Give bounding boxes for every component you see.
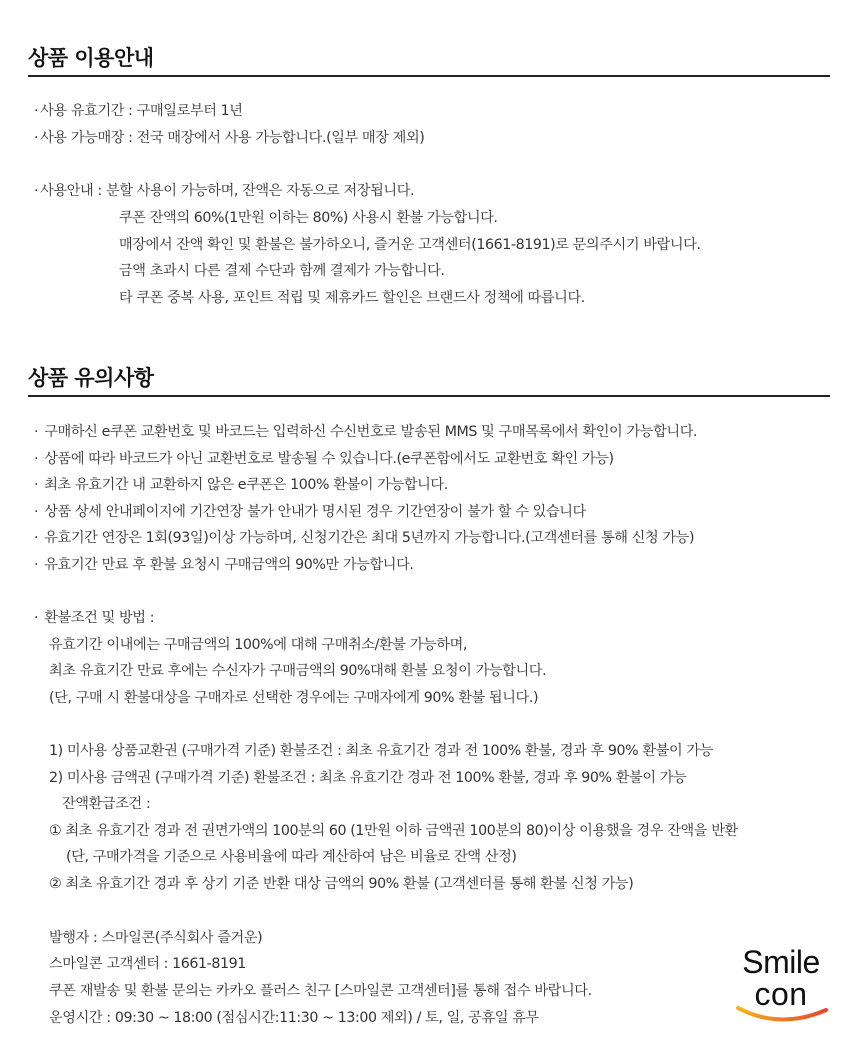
bullet-icon: · [34,610,39,626]
usage-section-title: 상품 이용안내 [28,46,154,70]
refund-condition: 1) 미사용 상품교환권 (구매가격 기준) 환불조건 : 최초 유효기간 경과 전 100% 환불, 경과 후 90% 환불이 가능 [49,743,713,759]
notice-item: · 유효기간 연장은 1회(93일)이상 가능하며, 신청기간은 최대 5년까지 가능합니다.(고객센터를 통해 신청 가능) [34,530,695,546]
usage-guide-line: 쿠폰 잔액의 60%(1만원 이하는 80%) 사용시 환불 가능합니다. [119,210,498,226]
refund-line: 최초 유효기간 만료 후에는 수신자가 구매금액의 90%대해 환불 요청이 가능합니다. [49,663,547,679]
logo-text-smile: Smile [742,944,820,980]
refund-line: (단, 구매 시 환불대상을 구매자로 선택한 경우에는 구매자에게 90% 환불 됩니다.) [49,690,539,706]
logo-text-con: con [754,976,808,1012]
balance-line: (단, 구매가격을 기준으로 사용비율에 따라 계산하여 남은 비율로 잔액 산정) [66,849,517,865]
usage-guide-line: 금액 초과시 다른 결제 수단과 함께 결제가 가능합니다. [119,263,445,279]
notice-item: · 상품 상세 안내페이지에 기간연장 불가 안내가 명시된 경우 기간연장이 불가 할 수 있습니다 [34,504,586,520]
usage-stores: · 사용 가능매장 : 전국 매장에서 사용 가능합니다.(일부 매장 제외) [34,130,425,146]
bullet-icon: · [34,530,39,546]
refund-line: 유효기간 이내에는 구매금액의 100%에 대해 구매취소/환불 가능하며, [49,637,468,653]
bullet-icon: · [34,103,39,119]
usage-section-divider [28,75,830,77]
bullet-icon: · [34,477,39,493]
bullet-icon: · [34,504,39,520]
usage-guide: · 사용안내 : 분할 사용이 가능하며, 잔액은 자동으로 저장됩니다. [34,183,415,199]
smile-swoosh-icon [734,1004,830,1026]
bullet-icon: · [34,451,39,467]
balance-line: ② 최초 유효기간 경과 후 상기 기준 반환 대상 금액의 90% 환불 (고객센터를 통해 환불 신청 가능) [49,876,634,892]
bullet-icon: · [34,183,39,199]
usage-guide-line: 매장에서 잔액 확인 및 환불은 불가하오니, 즐거운 고객센터(1661-8191)로 문의주시기 바랍니다. [119,237,701,253]
refund-condition: 2) 미사용 금액권 (구매가격 기준) 환불조건 : 최초 유효기간 경과 전 100% 환불, 경과 후 90% 환불이 가능 [49,770,687,786]
notice-item: · 최초 유효기간 내 교환하지 않은 e쿠폰은 100% 환불이 가능합니다. [34,477,448,493]
notice-item: · 유효기간 만료 후 환불 요청시 구매금액의 90%만 가능합니다. [34,557,414,573]
bullet-icon: · [34,557,39,573]
issuer-publisher: 발행자 : 스마일콘(주식회사 즐거운) [49,930,263,946]
balance-line: ① 최초 유효기간 경과 전 권면가액의 100분의 60 (1만원 이하 금액권 100분의 80)이상 이용했을 경우 잔액을 반환 [49,823,738,839]
refund-title: · 환불조건 및 방법 : [34,610,155,626]
notice-item: · 상품에 따라 바코드가 아닌 교환번호로 발송될 수 있습니다.(e쿠폰함에서도 교환번호 확인 가능) [34,451,614,467]
balance-title: 잔액환급조건 : [62,796,151,812]
issuer-operating-hours: 운영시간 : 09:30 ~ 18:00 (점심시간:11:30 ~ 13:00 제외) / 토, 일, 공휴일 휴무 [49,1010,539,1026]
bullet-icon: · [34,424,39,440]
smilecon-logo [726,944,836,1034]
notice-section-divider [28,395,830,397]
usage-guide-line: 타 쿠폰 중복 사용, 포인트 적립 및 제휴카드 할인은 브랜드사 정책에 따릅니다. [119,290,585,306]
notice-section-title: 상품 유의사항 [28,366,154,390]
bullet-icon: · [34,130,39,146]
issuer-resend-notice: 쿠폰 재발송 및 환불 문의는 카카오 플러스 친구 [스마일콘 고객센터]를 통해 접수 바랍니다. [49,983,592,999]
issuer-customer-center: 스마일콘 고객센터 : 1661-8191 [49,956,246,972]
notice-item: · 구매하신 e쿠폰 교환번호 및 바코드는 입력하신 수신번호로 발송된 MMS 및 구매목록에서 확인이 가능합니다. [34,424,698,440]
usage-validity: · 사용 유효기간 : 구매일로부터 1년 [34,103,243,119]
